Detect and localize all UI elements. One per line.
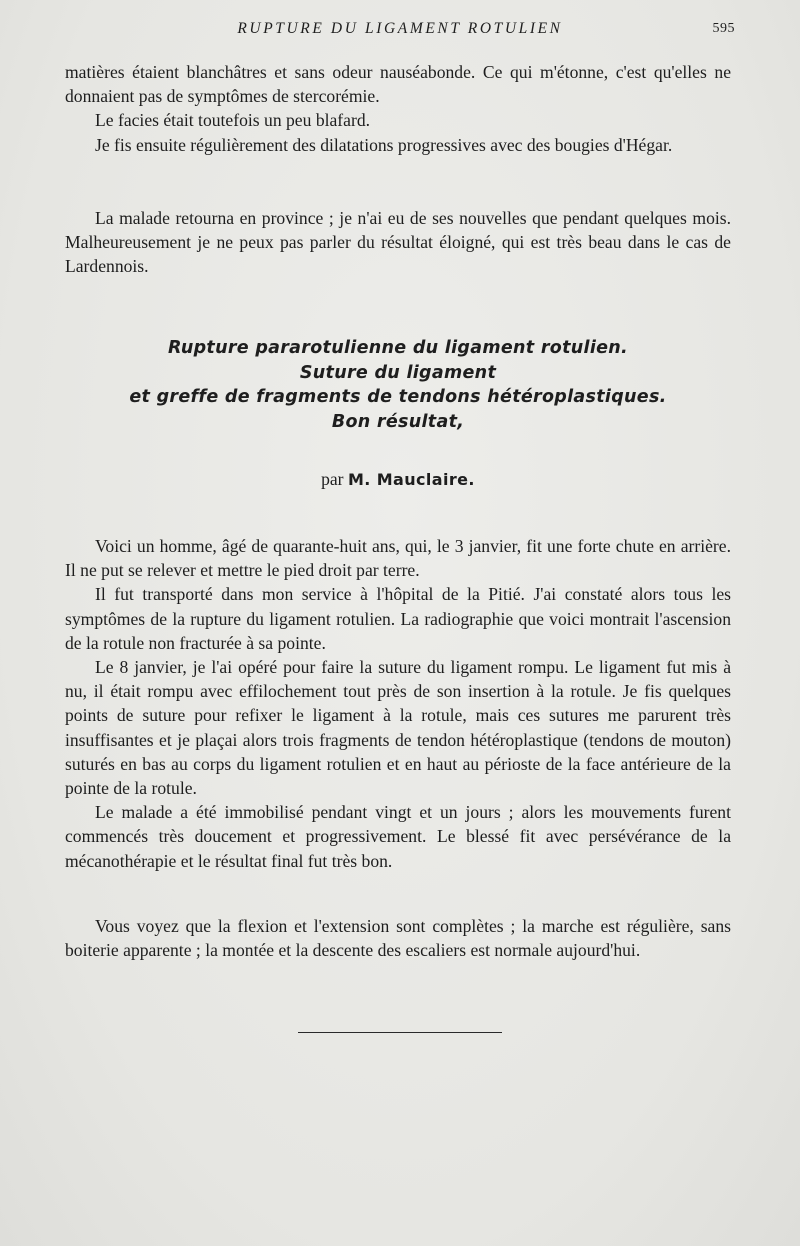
byline [65, 469, 731, 490]
author-name: M. Mauclaire. [347, 470, 475, 489]
end-rule-divider [298, 1032, 502, 1033]
paragraph: matières étaient blanchâtres et sans odeur nauséabonde. Ce qui m'étonne, c'est qu'elles ne donnaient pas de symptômes de stercorémie. [65, 62, 731, 107]
previous-case-continuation [65, 60, 731, 157]
paragraph: Le 8 janvier, je l'ai opéré pour faire la suture du ligament rompu. Le ligament fut mis à nu, il était rompu avec effilochement tout près de son insertion à la rotule. Je fis quelques points de suture pour refixer le ligament à la rotule, mais ces sutures me parurent très insuffisantes et je plaçai alors trois fragments de tendon hétéroplastique (tendons de mouton) suturés en bas au corps du ligament rotulien et en haut au périoste de la face antérieure de la pointe de la rotule. [65, 657, 731, 799]
page-number: 595 [712, 21, 735, 36]
article-title [65, 336, 731, 434]
title-line: Bon résultat, [331, 411, 465, 432]
title-line: Suture du ligament [299, 362, 497, 383]
byline-prefix: par [321, 469, 344, 489]
paragraph: Le facies était toutefois un peu blafard. [95, 110, 371, 131]
page-header [0, 20, 800, 44]
article-body [65, 534, 731, 873]
paragraph: Je fis ensuite régulièrement des dilatations progressives avec des bougies d'Hégar. [95, 134, 673, 155]
paragraph: La malade retourna en province ; je n'ai eu de ses nouvelles que pendant quelques mois. Malheureusement je ne peux pas parler du résultat éloigné, qui est très beau dans le cas de Lardennois. [65, 208, 731, 277]
title-line: et greffe de fragments de tendons hétéroplastiques. [129, 387, 667, 407]
article-conclusion [65, 914, 731, 962]
paragraph: Vous voyez que la flexion et l'extension sont complètes ; la marche est régulière, sans boiterie apparente ; la montée et la descente des escaliers est normale aujourd'hui. [65, 916, 731, 961]
paragraph: Voici un homme, âgé de quarante-huit ans, qui, le 3 janvier, fit une forte chute en arrière. Il ne put se relever et mettre le pied droit par terre. [65, 536, 731, 581]
previous-case-closing [65, 206, 731, 279]
running-title: RUPTURE DU LIGAMENT ROTULIEN [237, 20, 563, 37]
paragraph: Il fut transporté dans mon service à l'hôpital de la Pitié. J'ai constaté alors tous les symptômes de la rupture du ligament rotulien. La radiographie que voici montrait l'ascension de la rotule non fracturée à sa pointe. [65, 584, 731, 653]
paragraph: Le malade a été immobilisé pendant vingt et un jours ; alors les mouvements furent commencés très doucement et progressivement. Le blessé fit avec persévérance de la mécanothérapie et le résultat final fut très bon. [65, 802, 731, 871]
title-line: Rupture pararotulienne du ligament rotulien. [168, 338, 628, 358]
